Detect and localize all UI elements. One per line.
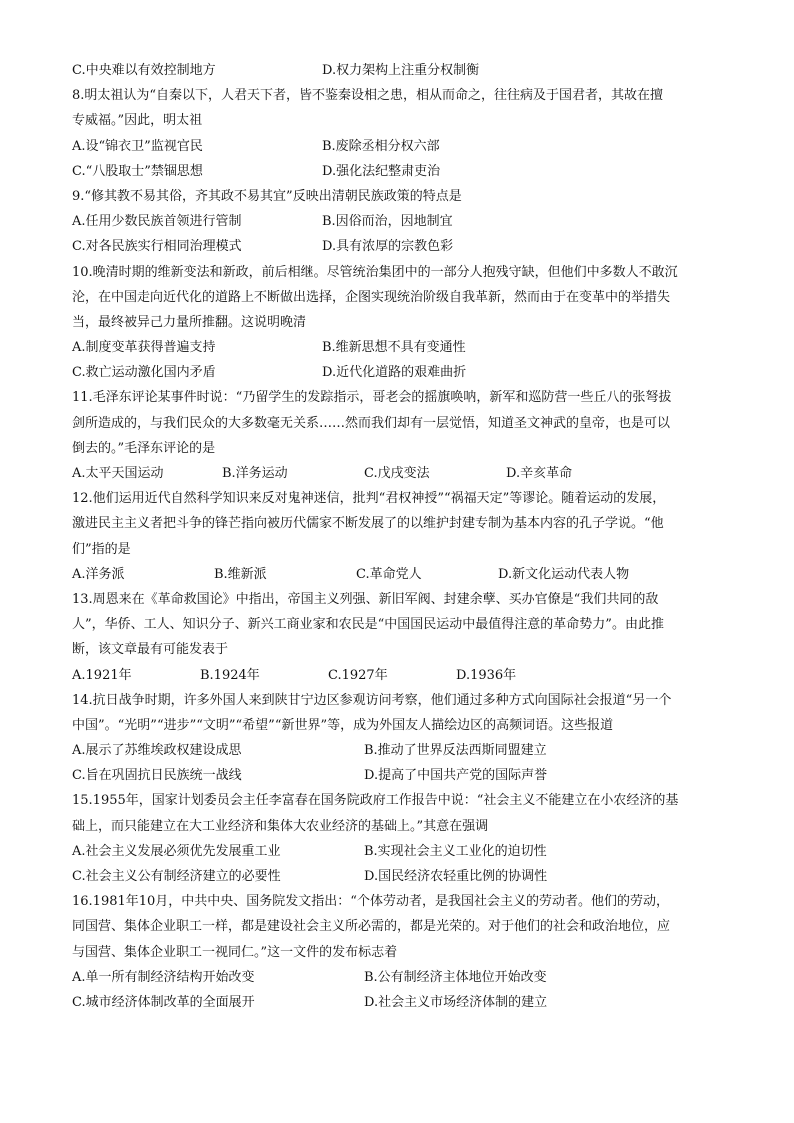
q14-option-a[interactable]: A.展示了苏维埃政权建设成思	[72, 743, 242, 759]
q12-stem-line-3: 们”指的是	[72, 541, 131, 557]
q12-option-a[interactable]: A.洋务派	[72, 566, 125, 582]
q12-option-c[interactable]: C.革命党人	[356, 566, 422, 582]
q11-option-b[interactable]: B.洋务运动	[222, 466, 288, 481]
q16-option-d[interactable]: D.社会主义市场经济体制的建立	[364, 994, 548, 1010]
q8-stem-line-1: 8.明太祖认为“自秦以下，人君天下者，皆不鉴秦设相之患，相从而命之，往往病及于国君者，其故在擅	[72, 88, 664, 104]
q8-option-a[interactable]: A.设“锦衣卫”监视官民	[72, 138, 203, 154]
q15-options-row-2	[72, 864, 732, 889]
q10-option-d[interactable]: D.近代化道路的艰难曲折	[322, 365, 467, 381]
q12-stem-line-1: 12.他们运用近代自然科学知识来反对鬼神迷信，批判“君权神授”“祸福天定”等谬论。随着运动的发展，	[72, 491, 666, 507]
q13-stem-line-1: 13.周恩来在《革命救国论》中指出，帝国主义列强、新旧军阀、封建余孽、买办官僚是“我们共同的敌	[72, 591, 659, 607]
q14-stem-line-2: 中国”。“光明”“进步”“文明”“希望”“新世界”等，成为外国友人描绘边区的高频词语。这些报道	[72, 717, 614, 733]
q13-option-d[interactable]: D.1936年	[456, 667, 517, 683]
q10-stem-line-2: 沦，在中国走向近代化的道路上不断做出选择，企图实现统治阶级自我革新，然而由于在变革中的举措失	[72, 289, 671, 305]
q14-option-b[interactable]: B.推动了世界反法西斯同盟建立	[364, 743, 547, 759]
q11-option-a[interactable]: A.太平天国运动	[72, 466, 164, 481]
q9-options-row-1	[72, 209, 732, 234]
q11-options-row	[72, 461, 732, 486]
q14-options-row-1	[72, 738, 732, 763]
q8-option-d[interactable]: D.强化法纪整肃吏治	[322, 163, 441, 179]
q8-option-c[interactable]: C.“八股取士”禁锢思想	[72, 163, 203, 179]
q16-options-row-2	[72, 990, 732, 1015]
q12-option-d[interactable]: D.新文化运动代表人物	[498, 566, 630, 582]
q12-stem-line-2: 激进民主主义者把斗争的锋芒指向被历代儒家不断发展了的以维护封建专制为基本内容的孔子学说。“他	[72, 516, 664, 532]
q7-option-c[interactable]: C.中央难以有效控制地方	[72, 63, 216, 78]
q10-option-c[interactable]: C.救亡运动激化国内矛盾	[72, 365, 216, 381]
q16-stem-line-3: 与国营、集体企业职工一视同仁。”这一文件的发布标志着	[72, 944, 398, 960]
q16-option-c[interactable]: C.城市经济体制改革的全面展开	[72, 994, 255, 1010]
q10-options-row-1	[72, 335, 732, 360]
exam-page	[72, 58, 732, 1015]
q10-stem-line-3: 当，最终被异己力量所推翻。这说明晚清	[72, 314, 307, 330]
q7-option-d[interactable]: D.权力架构上注重分权制衡	[322, 63, 480, 78]
q12-options-row	[72, 562, 732, 587]
q10-options-row-2	[72, 360, 732, 385]
q15-option-a[interactable]: A.社会主义发展必须优先发展重工业	[72, 843, 281, 859]
q13-stem-line-3: 断，该文章最有可能发表于	[72, 642, 229, 658]
q15-stem-line-1: 15.1955年，国家计划委员会主任李富春在国务院政府工作报告中说：“社会主义不能建立在小农经济的基	[72, 793, 679, 809]
q9-option-d[interactable]: D.具有浓厚的宗教色彩	[322, 239, 454, 255]
q8-stem-line-2: 专威福。”因此，明太祖	[72, 113, 203, 129]
q14-stem-line-1: 14.抗日战争时期，许多外国人来到陕甘宁边区参观访问考察，他们通过多种方式向国际社会报道“另一个	[72, 692, 672, 708]
q15-option-b[interactable]: B.实现社会主义工业化的迫切性	[364, 843, 547, 859]
q16-option-a[interactable]: A.单一所有制经济结构开始改变	[72, 969, 255, 985]
q9-options-row-2	[72, 234, 732, 259]
q13-option-a[interactable]: A.1921年	[72, 667, 132, 683]
q9-option-b[interactable]: B.因俗而治，因地制宜	[322, 214, 453, 230]
q15-option-d[interactable]: D.国民经济农轻重比例的协调性	[364, 869, 548, 884]
q10-option-b[interactable]: B.维新思想不具有变通性	[322, 340, 466, 356]
q15-option-c[interactable]: C.社会主义公有制经济建立的必要性	[72, 869, 281, 884]
q11-option-d[interactable]: D.辛亥革命	[506, 466, 573, 481]
q8-option-b[interactable]: B.废除丞相分权六部	[322, 138, 440, 154]
q10-option-a[interactable]: A.制度变革获得普遍支持	[72, 340, 216, 356]
q13-options-row	[72, 663, 732, 688]
q11-stem-line-3: 倒去的。”毛泽东评论的是	[72, 440, 216, 456]
q12-option-b[interactable]: B.维新派	[214, 566, 267, 582]
q13-stem-line-2: 人”，华侨、工人、知识分子、新兴工商业家和农民是“中国国民运动中最值得注意的革命势力”。由此推	[72, 617, 664, 633]
q16-options-row-1	[72, 965, 732, 990]
q11-option-c[interactable]: C.戊戌变法	[364, 466, 430, 481]
q11-stem-line-2: 剑所造成的，与我们民众的大多数毫无关系……然而我们却有一层觉悟，知道圣文神武的皇帝，也是可以	[72, 415, 671, 431]
q16-stem-line-2: 同国营、集体企业职工一样，都是建设社会主义所必需的，都是光荣的。对于他们的社会和政治地位，应	[72, 919, 671, 935]
q8-options-row-1	[72, 134, 732, 159]
q15-options-row-1	[72, 839, 732, 864]
q10-stem-line-1: 10.晚清时期的维新变法和新政，前后相继。尽管统治集团中的一部分人抱残守缺，但他们中多数人不敢沉	[72, 264, 678, 280]
q8-options-row-2	[72, 159, 732, 184]
q14-option-d[interactable]: D.提高了中国共产党的国际声誉	[364, 768, 548, 784]
q9-stem-line-1: 9.“修其教不易其俗，齐其政不易其宜”反映出清朝民族政策的特点是	[72, 188, 462, 204]
q16-stem-line-1: 16.1981年10月，中共中央、国务院发文指出：“个体劳动者，是我国社会主义的劳动者。他们的劳动，	[72, 894, 669, 910]
q14-option-c[interactable]: C.旨在巩固抗日民族统一战线	[72, 768, 242, 784]
q13-option-c[interactable]: C.1927年	[328, 667, 388, 683]
q11-stem-line-1: 11.毛泽东评论某事件时说：“乃留学生的发踪指示，哥老会的摇旗唤呐，新军和巡防营一些丘八的张弩拔	[72, 390, 672, 406]
q9-option-c[interactable]: C.对各民族实行相同治理模式	[72, 239, 242, 255]
q9-option-a[interactable]: A.任用少数民族首领进行管制	[72, 214, 242, 230]
q7-options-row-2	[72, 58, 732, 83]
q14-options-row-2	[72, 763, 732, 788]
q15-stem-line-2: 础上，而只能建立在大工业经济和集体大农业经济的基础上。”其意在强调	[72, 818, 489, 834]
q13-option-b[interactable]: B.1924年	[200, 667, 260, 683]
q16-option-b[interactable]: B.公有制经济主体地位开始改变	[364, 969, 547, 985]
